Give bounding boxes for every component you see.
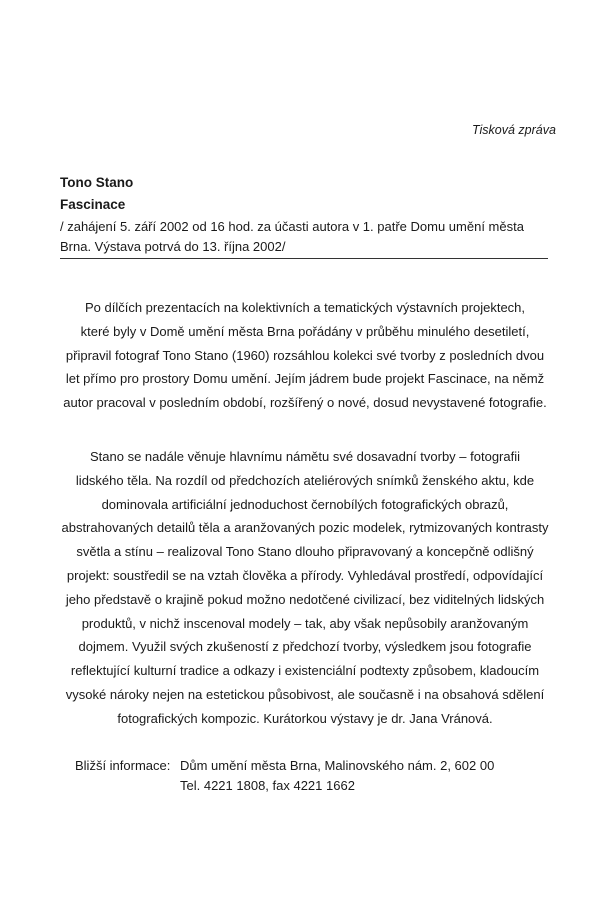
author-name: Tono Stano [60,175,134,190]
text-line: abstrahovaných detailů těla a aranžovaných pozic modelek, rytmizovaných kontrasty [61,520,549,536]
contact-details [180,756,494,796]
text-line: lidského těla. Na rozdíl od předchozích ateliérových snímků ženského aktu, kde [75,472,535,488]
press-release-label: Tisková zpráva [472,123,556,137]
exhibition-title: Fascinace [60,197,126,212]
text-line: světla a stínu – realizoval Tono Stano dlouho připravovaný a koncepčně odlišný [76,544,534,560]
contact-address: Dům umění města Brna, Malinovského nám. 2, 602 00 [180,758,495,773]
contact-label: Bližší informace: [75,758,171,773]
text-line: let přímo pro prostory Domu umění. Jejím jádrem bude projekt Fascinace, na němž [65,371,545,387]
text-line: reflektující kulturní tradice a odkazy i existenciální podtexty způsobem, kladoucím [70,663,540,679]
divider [60,258,548,259]
text-line: fotografických kompozic. Kurátorkou výstavy je dr. Jana Vránová. [117,710,493,726]
text-line: produktů, v nichž inscenoval modely – tak, aby však nepůsobily aranžovaným [81,615,529,631]
opening-line: Brna. Výstava potrvá do 13. října 2002/ [60,239,286,254]
text-line: projekt: soustředil se na vztah člověka a přírody. Vyhledával prostředí, odpovídající [66,567,544,583]
opening-info [60,217,550,257]
text-line: jeho představě o krajině pokud možno nedotčené civilizací, bez viditelných lidských [65,591,545,607]
paragraph-1 [60,296,550,415]
text-line: dojmem. Využil svých zkušeností z předchozí tvorby, výsledkem jsou fotografie [78,639,532,655]
text-line: které byly v Domě umění města Brna pořádány v průběhu minulého desetiletí, [80,323,530,339]
text-line: dominovala artificiální jednoduchost černobílých fotografických obrazů, [101,496,509,512]
text-line: vysoké nároky nejen na estetickou působivost, ale současně i na obsahová sdělení [65,686,545,702]
text-line: připravil fotograf Tono Stano (1960) rozsáhlou kolekci své tvorby z posledních dvou [65,347,545,363]
contact-phone: Tel. 4221 1808, fax 4221 1662 [180,778,355,793]
text-line: Stano se nadále věnuje hlavnímu námětu své dosavadní tvorby – fotografii [90,449,520,464]
opening-line: / zahájení 5. září 2002 od 16 hod. za účasti autora v 1. patře Domu umění města [60,219,524,234]
text-line: Po dílčích prezentacích na kolektivních a tematických výstavních projektech, [84,300,526,315]
text-line: autor pracoval v posledním období, rozšířený o nové, dosud nevystavené fotografie. [63,395,547,411]
paragraph-2 [60,445,550,731]
